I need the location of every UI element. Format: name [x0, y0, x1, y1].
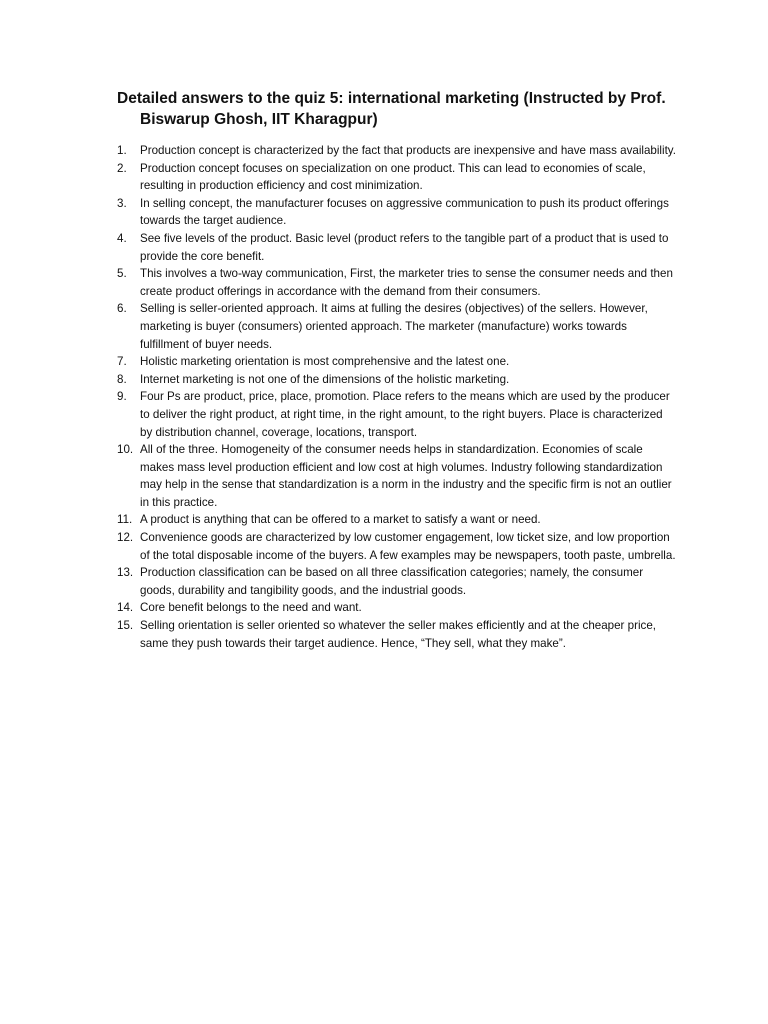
- answer-text: Internet marketing is not one of the dimensions of the holistic marketing.: [140, 372, 510, 386]
- answer-number: 4.: [117, 231, 127, 245]
- answer-item-9: [117, 388, 677, 441]
- answer-text: Core benefit belongs to the need and want.: [140, 601, 362, 615]
- answer-number: 5.: [117, 267, 127, 281]
- answer-number: 11.: [117, 513, 133, 527]
- answer-text: In selling concept, the manufacturer focuses on aggressive communication to push its product offerings towards the target audience.: [140, 196, 669, 228]
- answer-item-13: [117, 564, 677, 599]
- answer-list: [117, 142, 677, 652]
- answer-item-10: [117, 441, 677, 511]
- answer-text: Convenience goods are characterized by low customer engagement, low ticket size, and low proportion of the total disposable income of the buyers. A few examples may be newspapers, tooth paste, umbrella.: [140, 531, 676, 562]
- answer-item-14: [117, 599, 677, 617]
- answer-text: Holistic marketing orientation is most comprehensive and the latest one.: [140, 355, 510, 369]
- answer-text: Selling is seller-oriented approach. It aims at fulling the desires (objectives) of the sellers. However, marketing is buyer (consumers) oriented approach. The marketer (manufacture) works towards fulfillment of buyer needs.: [140, 302, 648, 351]
- answer-number: 9.: [117, 390, 127, 404]
- answer-number: 15.: [117, 619, 134, 633]
- answer-text: Four Ps are product, price, place, promotion. Place refers to the means which are used by the producer to deliver the right product, at right time, in the right amount, to the right buyers. Place is characterized by distribution channel, coverage, locations, transport.: [140, 390, 670, 439]
- answer-number: 2.: [117, 161, 127, 175]
- answer-text: Production classification can be based on all three classification categories; namely, the consumer goods, durability and tangibility goods, and the industrial goods.: [140, 566, 644, 597]
- answer-item-7: [117, 353, 677, 371]
- answer-number: 14.: [117, 601, 134, 615]
- document-title: Detailed answers to the quiz 5: international marketing (Instructed by Prof. Biswarup Ghosh, IIT Kharagpur): [117, 90, 666, 128]
- answer-number: 6.: [117, 302, 127, 316]
- answer-number: 3.: [117, 196, 127, 210]
- answer-item-5: [117, 265, 677, 300]
- answer-item-2: [117, 160, 677, 195]
- answer-item-15: [117, 617, 677, 652]
- answer-text: A product is anything that can be offered to a market to satisfy a want or need.: [140, 513, 541, 527]
- answer-text: All of the three. Homogeneity of the consumer needs helps in standardization. Economies of scale makes mass level production efficient and low cost at high volumes. Industry following standardization may help in the sense that standardization is a norm in the industry and the specific firm is not an outlier in this practice.: [140, 443, 672, 509]
- answer-item-1: [117, 142, 677, 160]
- answer-text: See five levels of the product. Basic level (product refers to the tangible part of a product that is used to provide the core benefit.: [140, 231, 669, 263]
- answer-number: 13.: [117, 566, 134, 580]
- answer-text: Selling orientation is seller oriented so whatever the seller makes efficiently and at the cheaper price, same they push towards their target audience. Hence, “They sell, what they make”.: [140, 619, 656, 650]
- answer-number: 1.: [117, 144, 127, 157]
- answer-text: Production concept is characterized by the fact that products are inexpensive and have mass availability.: [140, 144, 676, 157]
- answer-item-11: [117, 511, 677, 529]
- answer-text: This involves a two-way communication, First, the marketer tries to sense the consumer needs and then create product offerings in accordance with the demand from their consumers.: [140, 267, 673, 298]
- answer-item-3: [117, 195, 677, 230]
- answer-text: Production concept focuses on specialization on one product. This can lead to economies of scale, resulting in production efficiency and cost minimization.: [140, 161, 646, 193]
- answer-item-4: [117, 230, 677, 265]
- answer-number: 8.: [117, 372, 127, 386]
- answer-item-8: [117, 371, 677, 389]
- answer-number: 7.: [117, 355, 127, 369]
- answer-number: 10.: [117, 443, 134, 457]
- answer-item-6: [117, 300, 677, 353]
- answer-item-12: [117, 529, 677, 564]
- answer-number: 12.: [117, 531, 134, 545]
